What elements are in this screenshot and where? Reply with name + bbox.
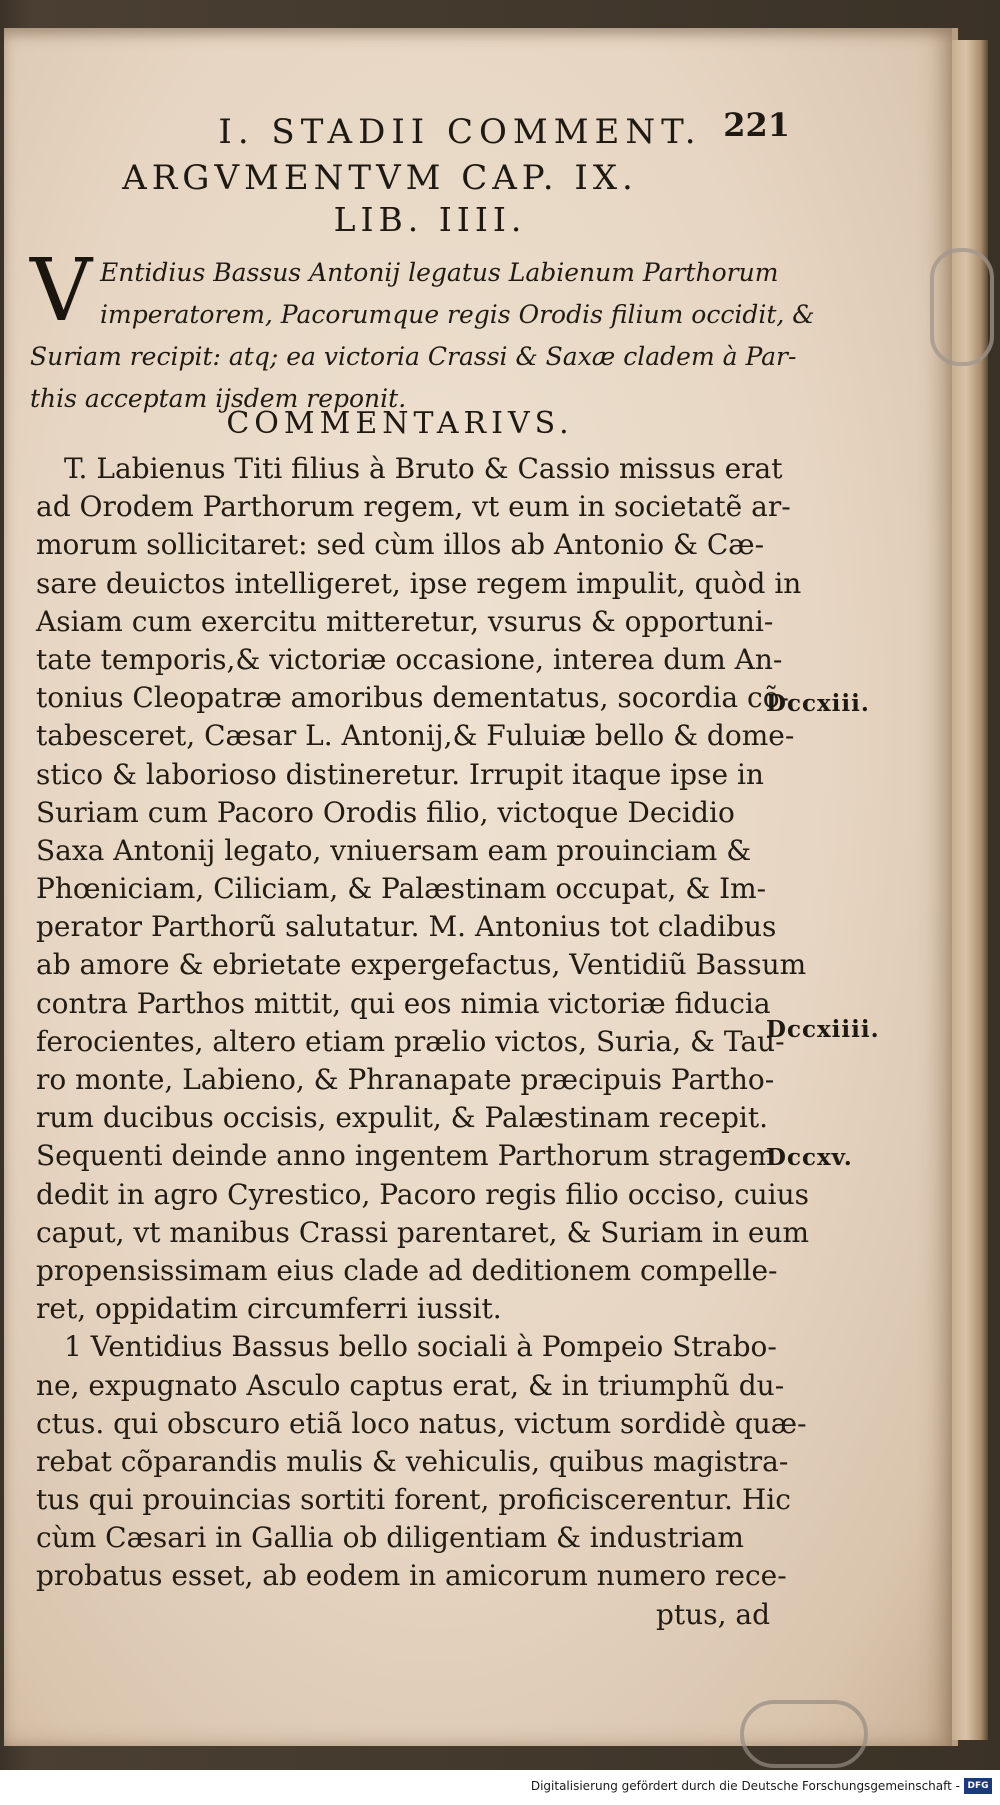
text-line: tus qui prouincias sortiti forent, proficiscerentur. Hic xyxy=(36,1483,791,1517)
text-line: ne, expugnato Asculo captus erat, & in triumphũ du- xyxy=(36,1368,785,1402)
text-line: sare deuictos intelligeret, ipse regem impulit, quòd in xyxy=(36,566,802,600)
page-clip xyxy=(930,248,994,366)
book-label: LIB. IIII. xyxy=(333,200,527,239)
text-line: perator Parthorũ salutatur. M. Antonius tot cladibus xyxy=(36,910,777,944)
text-line: contra Parthos mittit, qui eos nimia victoriæ fiducia xyxy=(36,986,771,1020)
text-line: dedit in agro Cyrestico, Pacoro regis filio occiso, cuius xyxy=(36,1177,809,1211)
text-line: morum sollicitaret: sed cùm illos ab Antonio & Cæ- xyxy=(36,528,765,562)
text-line: Sequenti deinde anno ingentem Parthorum stragem xyxy=(36,1139,776,1173)
text-line: ret, oppidatim circumferri iussit. xyxy=(36,1292,502,1326)
argument-line: imperatorem, Pacorumque regis Orodis filium occidit, & xyxy=(100,300,815,329)
text-line: Suriam cum Pacoro Orodis filio, victoque Decidio xyxy=(36,795,735,829)
margin-note-year: Dccxiiii. xyxy=(766,1016,880,1043)
text-line: caput, vt manibus Crassi parentaret, & Suriam in eum xyxy=(36,1215,810,1249)
text-line: rum ducibus occisis, expulit, & Palæstinam recepit. xyxy=(36,1101,769,1135)
text-line: Asiam cum exercitu mitteretur, vsurus & opportuni- xyxy=(36,604,774,638)
page-number: 221 xyxy=(723,106,790,144)
text-line: propensissimam eius clade ad deditionem compelle- xyxy=(36,1253,778,1287)
text-line: Saxa Antonij legato, vniuersam eam prouinciam & xyxy=(36,833,752,867)
text-line: ad Orodem Parthorum regem, vt eum in societatẽ ar- xyxy=(36,490,791,524)
footer-bar xyxy=(0,1770,1000,1805)
catchword: ptus, ad xyxy=(656,1597,770,1631)
page-clip-bottom xyxy=(740,1700,868,1768)
argument-line: this acceptam ijsdem reponit. xyxy=(30,384,407,413)
margin-note-year: Dccxv. xyxy=(766,1144,853,1171)
drop-cap: V xyxy=(30,241,93,341)
text-line: ferocientes, altero etiam prælio victos, Suria, & Tau- xyxy=(36,1024,785,1058)
margin-note-year: Dccxiii. xyxy=(766,690,870,717)
text-line: ctus. qui obscuro etiã loco natus, victum sordidè quæ- xyxy=(36,1406,807,1440)
text-line: ab amore & ebrietate expergefactus, Ventidiũ Bassum xyxy=(36,948,807,982)
footer-credit: Digitalisierung gefördert durch die Deutsche Forschungsgemeinschaft - xyxy=(530,1779,960,1793)
running-title: I. STADII COMMENT. xyxy=(218,112,702,152)
text-line: T. Labienus Titi filius à Bruto & Cassio missus erat xyxy=(64,452,783,485)
text-line: cùm Cæsari in Gallia ob diligentiam & industriam xyxy=(36,1521,744,1555)
text-line: probatus esset, ab eodem in amicorum numero rece- xyxy=(36,1559,787,1593)
commentary-title: COMMENTARIVS. xyxy=(226,406,574,441)
argument-title: ARGVMENTVM CAP. IX. xyxy=(122,158,638,198)
text-line: tonius Cleopatræ amoribus dementatus, socordia cõ- xyxy=(36,681,790,715)
text-line: tate temporis,& victoriæ occasione, interea dum An- xyxy=(36,642,783,676)
text-line: tabesceret, Cæsar L. Antonij,& Fuluiæ bello & dome- xyxy=(36,719,795,753)
text-line: ro monte, Labieno, & Phranapate præcipuis Partho- xyxy=(36,1063,775,1096)
text-line: stico & laborioso distineretur. Irrupit itaque ipse in xyxy=(36,757,764,791)
text-line: 1 Ventidius Bassus bello sociali à Pompeio Strabo- xyxy=(64,1330,777,1364)
argument-line: Suriam recipit: atq; ea victoria Crassi & Saxæ cladem à Par- xyxy=(30,342,797,371)
dfg-logo-icon: DFG xyxy=(964,1778,992,1794)
argument-line: Entidius Bassus Antonij legatus Labienum Parthorum xyxy=(100,258,779,287)
text-line: Phœniciam, Ciliciam, & Palæstinam occupat, & Im- xyxy=(36,872,767,906)
text-line: rebat cõparandis mulis & vehiculis, quibus magistra- xyxy=(36,1444,789,1478)
argument-text xyxy=(30,252,815,420)
